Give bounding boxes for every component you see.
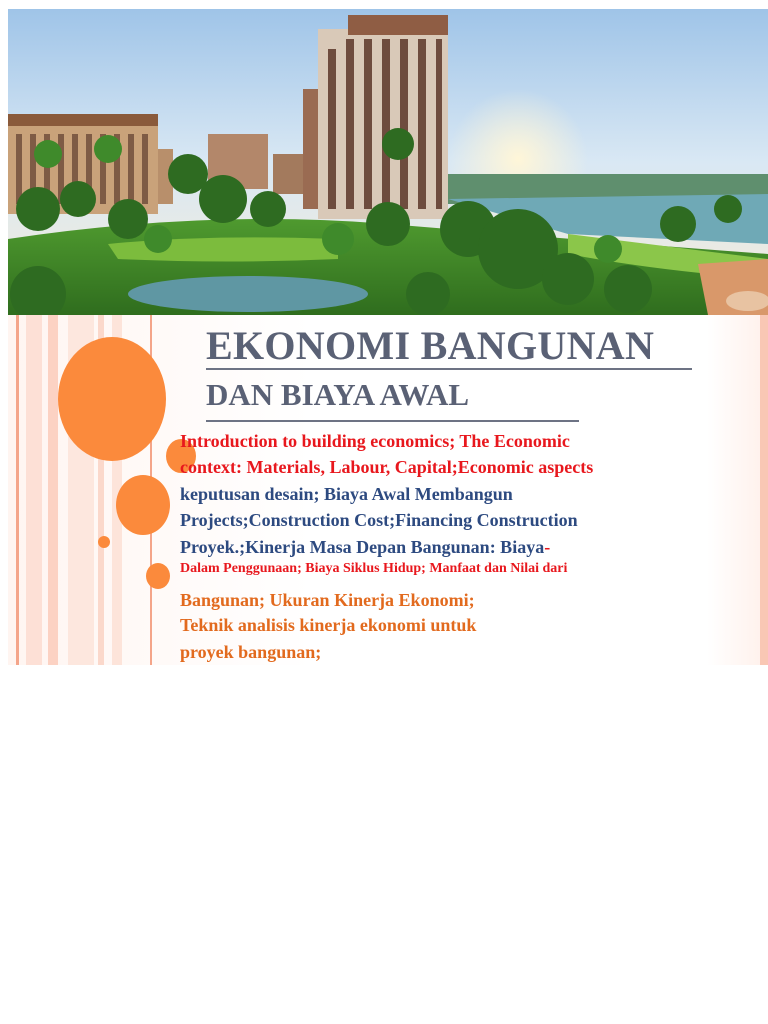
tower <box>303 15 448 219</box>
decor-circle <box>98 536 110 548</box>
body-line: proyek bangunan; <box>180 642 322 662</box>
decor-circle <box>146 563 170 589</box>
body-line: Teknik analisis kinerja ekonomi untuk <box>180 615 477 635</box>
decor-circle <box>116 475 170 535</box>
body-line: context: Materials, Labour, Capital;Economic aspects <box>180 457 594 477</box>
slide-subtitle: DAN BIAYA AWAL <box>206 377 470 412</box>
body-line-hyphen: - <box>544 537 551 557</box>
body-line: Introduction to building economics; The Economic <box>180 431 570 451</box>
body-line: Dalam Penggunaan; Biaya Siklus Hidup; Manfaat dan Nilai dari <box>180 561 568 576</box>
subtitle-underline <box>206 420 579 422</box>
decor-stripe <box>16 315 19 665</box>
hero-image <box>8 9 768 315</box>
body-line: Bangunan; Ukuran Kinerja Ekonomi; <box>180 590 475 610</box>
body-line-text: Proyek.;Kinerja Masa Depan Bangunan: Biaya <box>180 537 545 557</box>
decor-stripe <box>48 315 58 665</box>
title-slide <box>8 315 768 665</box>
decor-circle <box>58 337 166 461</box>
title-underline <box>206 368 692 370</box>
body-line <box>180 537 550 558</box>
body-line: keputusan desain; Biaya Awal Membangun <box>180 484 513 504</box>
body-line: Projects;Construction Cost;Financing Construction <box>180 510 578 530</box>
decor-stripe <box>760 315 768 665</box>
city-landscape-illustration <box>8 9 768 315</box>
slide-title: EKONOMI BANGUNAN <box>206 323 655 368</box>
decor-stripe <box>26 315 42 665</box>
